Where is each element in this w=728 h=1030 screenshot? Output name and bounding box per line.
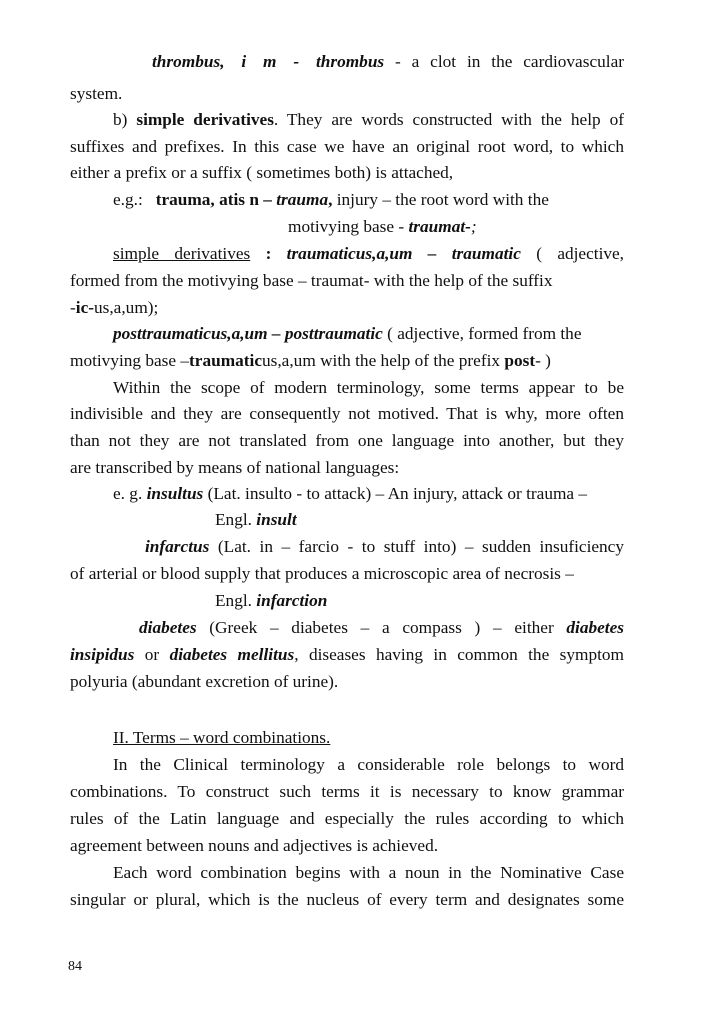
text-line: motivying base - traumat-; xyxy=(288,217,477,236)
text-line: posttraumaticus,a,um – posttraumatic ( adjective, formed from the xyxy=(113,324,582,343)
section-term: simple derivatives xyxy=(136,110,274,129)
text-line: rules of the Latin language and especially the rules according to which xyxy=(70,809,624,828)
text-line: motivying base –traumaticus,a,um with the help of the prefix post- ) xyxy=(70,351,551,370)
text-line: -ic-us,a,um); xyxy=(70,298,159,317)
text-line: than not they are not translated from one language into another, but they xyxy=(70,431,624,450)
text-line: system. xyxy=(70,84,123,103)
text-line: polyuria (abundant excretion of urine). xyxy=(70,672,339,691)
text-line: simple derivatives : traumaticus,a,um – traumatic ( adjective, xyxy=(113,244,625,263)
text-line: agreement between nouns and adjectives is achieved. xyxy=(70,836,439,855)
text-line: b) simple derivatives. They are words constructed with the help of xyxy=(113,110,624,129)
text-line: of arterial or blood supply that produces a microscopic area of necrosis – xyxy=(70,564,574,583)
text-line xyxy=(152,48,624,76)
text-line: combinations. To construct such terms it is necessary to know grammar xyxy=(70,782,624,801)
text-line: diabetes (Greek – diabetes – a compass ) – either diabetes xyxy=(139,618,624,637)
text-line: Each word combination begins with a noun in the Nominative Case xyxy=(113,863,624,882)
text-line: Within the scope of modern terminology, some terms appear to be xyxy=(113,378,624,397)
underlined-term: simple derivatives xyxy=(113,244,251,263)
text-line: singular or plural, which is the nucleus of every term and designates some xyxy=(70,890,624,909)
text-line: Engl. insult xyxy=(215,510,297,529)
text-line: are transcribed by means of national languages: xyxy=(70,458,400,477)
text-line: Engl. infarction xyxy=(215,591,328,610)
page-number: 84 xyxy=(68,959,82,974)
text-line: suffixes and prefixes. In this case we have an original root word, to which xyxy=(70,137,624,156)
term-thrombus: thrombus, i m - thrombus xyxy=(152,52,385,71)
section-heading: II. Terms – word combinations. xyxy=(113,728,331,747)
text-line: In the Clinical terminology a considerable role belongs to word xyxy=(113,755,624,774)
text-line: indivisible and they are consequently not motived. That is why, more often xyxy=(70,404,624,423)
text-line: e. g. insultus (Lat. insulto - to attack) – An injury, attack or trauma – xyxy=(113,484,588,503)
definition-text: - a clot in the cardiovascular xyxy=(384,52,624,71)
text-line: insipidus or diabetes mellitus, diseases having in common the symptom xyxy=(70,645,624,664)
text-line: formed from the motivying base – traumat- with the help of the suffix xyxy=(70,271,553,290)
text-line: either a prefix or a suffix ( sometimes both) is attached, xyxy=(70,163,454,182)
text-line: e.g.: trauma, atis n – trauma, injury – the root word with the xyxy=(113,190,549,209)
text-line: infarctus (Lat. in – farcio - to stuff into) – sudden insuficiency xyxy=(145,537,624,556)
